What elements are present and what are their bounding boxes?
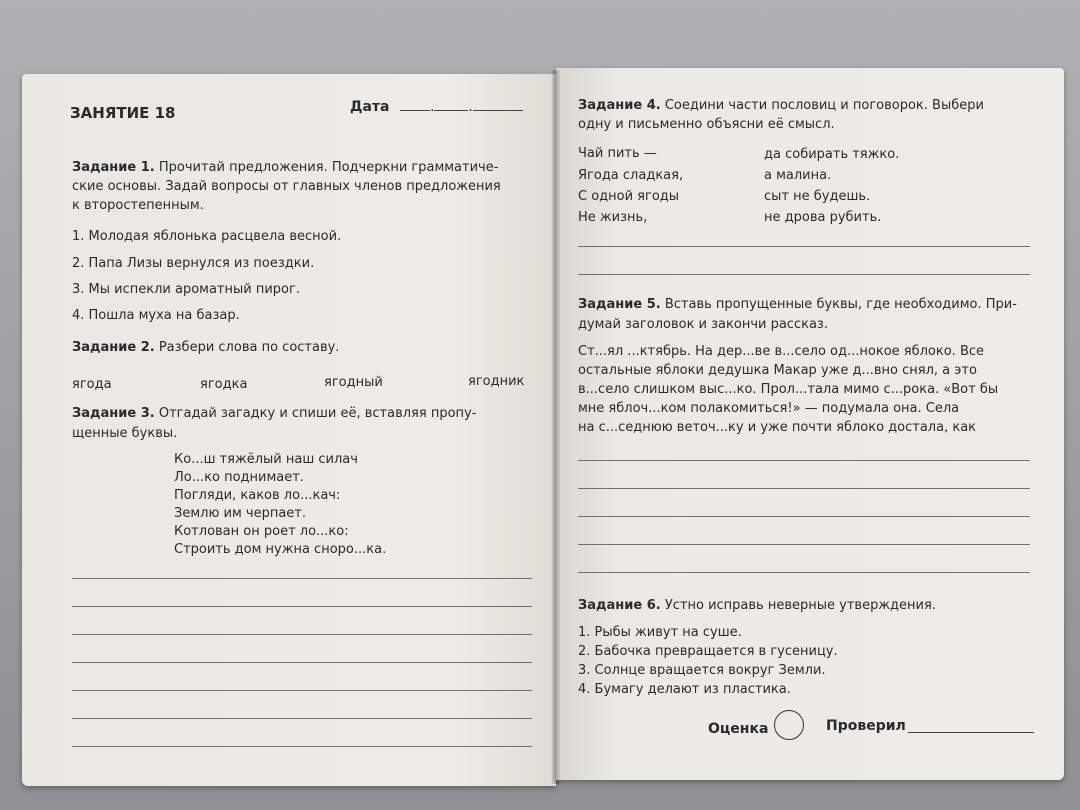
- proverb-start-2: Ягода сладкая,: [578, 168, 684, 183]
- task6-item-3: 3. Солнце вращается вокруг Земли.: [578, 663, 826, 678]
- task6-label: Задание 6.: [578, 598, 661, 613]
- task2-word-4: ягодник: [468, 374, 525, 389]
- riddle-line-6: Строить дом нужна сноро...ка.: [174, 542, 387, 557]
- writing-line-1: [72, 578, 532, 579]
- task5-writing-line-5: [578, 572, 1030, 573]
- story-line-5: на с...седнюю веточ...ку и уже почти яблоко достала, как: [578, 420, 977, 435]
- task4-label: Задание 4.: [578, 98, 661, 113]
- riddle-line-2: Ло...ко поднимает.: [174, 470, 304, 485]
- story-line-4: мне яблоч...ком полакомиться!» — подумала она. Села: [578, 401, 960, 416]
- task2-label: Задание 2.: [72, 340, 155, 355]
- proverb-start-3: С одной ягоды: [578, 189, 680, 204]
- date-line: [350, 98, 523, 115]
- task6-item-4: 4. Бумагу делают из пластика.: [578, 682, 791, 697]
- task2-line: Задание 2. Разбери слова по составу.: [72, 340, 340, 355]
- task1-line-2: ские основы. Задай вопросы от главных членов предложения: [72, 179, 501, 194]
- task5-writing-line-2: [578, 488, 1030, 489]
- task2-word-2: ягодка: [200, 377, 248, 392]
- checked-label: Проверил: [826, 718, 906, 734]
- grade-label: Оценка: [708, 721, 769, 737]
- task4-writing-line-2: [578, 274, 1030, 275]
- date-dot-1: .: [429, 99, 435, 115]
- lesson-title: ЗАНЯТИЕ 18: [70, 104, 176, 122]
- task6-item-1: 1. Рыбы живут на суше.: [578, 625, 742, 640]
- task1-line-3: к второстепенным.: [72, 198, 204, 213]
- task6-line: Задание 6. Устно исправь неверные утверждения.: [578, 598, 936, 613]
- riddle-line-5: Котлован он роет ло...ко:: [174, 524, 349, 539]
- task5-line-1: Задание 5. Вставь пропущенные буквы, где необходимо. При-: [578, 297, 1017, 312]
- task5-writing-line-3: [578, 516, 1030, 517]
- proverb-end-2: а малина.: [764, 168, 832, 183]
- writing-line-2: [72, 606, 532, 607]
- task2-word-3: ягодный: [324, 375, 383, 390]
- writing-line-6: [72, 718, 532, 719]
- grade-circle: [774, 710, 804, 740]
- riddle-line-3: Погляди, каков ло...кач:: [174, 488, 341, 503]
- task5-label: Задание 5.: [578, 297, 661, 312]
- task4-writing-line-1: [578, 246, 1030, 247]
- proverb-start-4: Не жизнь,: [578, 210, 648, 225]
- task1-item-3: 3. Мы испекли ароматный пирог.: [72, 282, 300, 297]
- writing-line-4: [72, 662, 532, 663]
- date-year-blank: [473, 98, 523, 111]
- writing-line-7: [72, 746, 532, 747]
- task3-line-1: Задание 3. Отгадай загадку и спиши её, вставляя пропу-: [72, 406, 477, 421]
- task5-writing-line-1: [578, 460, 1030, 461]
- writing-line-3: [72, 634, 532, 635]
- task1-item-4: 4. Пошла муха на базар.: [72, 308, 240, 323]
- date-dot-2: .: [468, 99, 473, 115]
- checked-signature-line: [908, 732, 1034, 733]
- task3-label: Задание 3.: [72, 406, 155, 421]
- task1-line-1: Задание 1. Прочитай предложения. Подчеркни грамматиче-: [72, 160, 499, 175]
- riddle-line-1: Ко...ш тяжёлый наш силач: [174, 452, 358, 467]
- proverb-start-1: Чай пить —: [578, 146, 657, 161]
- task3-line-2: щенные буквы.: [72, 426, 178, 441]
- story-line-1: Ст...ял ...ктябрь. На дер...ве в...село од...нокое яблоко. Все: [578, 344, 985, 359]
- riddle-line-4: Землю им черпает.: [174, 506, 307, 521]
- proverb-end-3: сыт не будешь.: [764, 189, 871, 204]
- proverb-end-4: не дрова рубить.: [764, 210, 882, 225]
- task5-writing-line-4: [578, 544, 1030, 545]
- task1-item-2: 2. Папа Лизы вернулся из поездки.: [72, 256, 315, 271]
- left-page: [22, 74, 556, 786]
- task4-line-1: Задание 4. Соедини части пословиц и поговорок. Выбери: [578, 98, 984, 113]
- date-label: Дата: [350, 99, 390, 115]
- date-month-blank: [434, 98, 468, 111]
- task2-word-1: ягода: [72, 377, 112, 392]
- writing-line-5: [72, 690, 532, 691]
- task4-line-2: одну и письменно объясни её смысл.: [578, 117, 835, 132]
- story-line-2: остальные яблоки дедушка Макар уже д...вно снял, а это: [578, 363, 977, 378]
- task5-line-2: думай заголовок и закончи рассказ.: [578, 317, 828, 332]
- task6-item-2: 2. Бабочка превращается в гусеницу.: [578, 644, 838, 659]
- story-line-3: в...село слишком выс...ко. Прол...тала мимо с...рока. «Вот бы: [578, 382, 999, 397]
- date-day-blank: [400, 98, 430, 111]
- task1-label: Задание 1.: [72, 160, 155, 175]
- right-page: [556, 68, 1064, 780]
- task1-item-1: 1. Молодая яблонька расцвела весной.: [72, 229, 342, 244]
- proverb-end-1: да собирать тяжко.: [764, 147, 900, 162]
- book-spine: [552, 70, 560, 784]
